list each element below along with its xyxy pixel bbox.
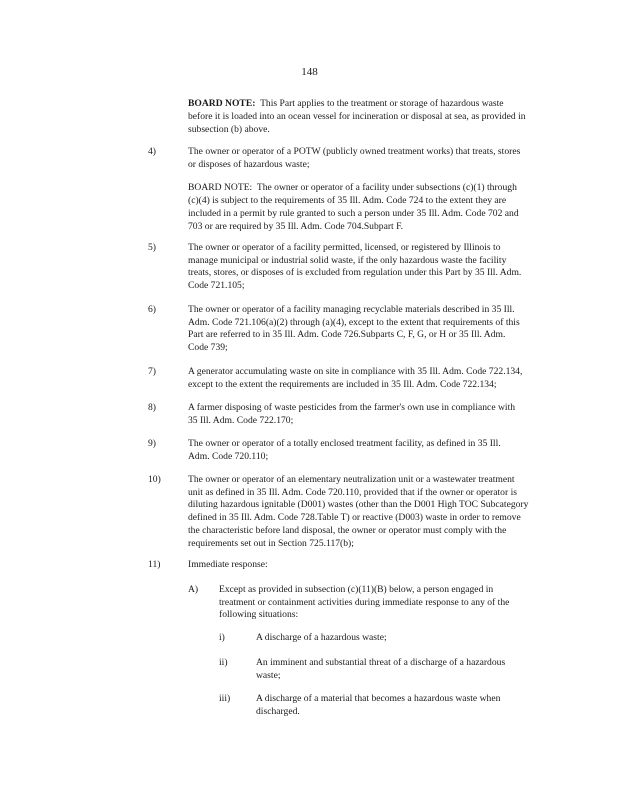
item-5-label: 5) xyxy=(148,242,156,253)
item-8-text: A farmer disposing of waste pesticides from the farmer's own use in compliance with 35 Ill. Adm. Code 722.170; xyxy=(188,402,516,426)
item-11-a-ii-text: An imminent and substantial threat of a discharge of a hazardous waste; xyxy=(256,657,506,681)
item-7-text: A generator accumulating waste on site in compliance with 35 Ill. Adm. Code 722.134, except to the extent the requirements are included in 35 Ill. Adm. Code 722.134; xyxy=(188,366,523,390)
board-note-label: BOARD NOTE: xyxy=(188,98,256,109)
item-6-text: The owner or operator of a facility managing recyclable materials described in 35 Ill. Adm. Code 721.106(a)(2) through (a)(4), except to the extent that requirements of this Part are referred to in 35 Ill. Adm. Code 726.Subparts C, F, G, or H or 35 Ill. Adm. Code 739; xyxy=(188,304,520,354)
item-11-a-text: Except as provided in subsection (c)(11)(B) below, a person engaged in treatment or containment activities during immediate response to any of the following situations: xyxy=(219,584,510,621)
item-11-label: 11) xyxy=(148,559,161,570)
item-9-label: 9) xyxy=(148,438,156,449)
item-10-text: The owner or operator of an elementary neutralization unit or a wastewater treatment unit as defined in 35 Ill. Adm. Code 720.110, provided that if the owner or operator is diluting hazardous ignitable (D001) wastes (other than the D001 High TOC Subcategory defined in 35 Ill. Adm. Code 728.Table T) or reactive (D003) waste in order to remove the characteristic before land disposal, the owner or operator must comply with the requirements set out in Section 725.117(b); xyxy=(188,474,529,549)
item-4-board-note xyxy=(188,182,517,195)
board-note-1-line-1: This Part applies to the treatment or storage of hazardous waste xyxy=(260,98,504,109)
board-note-1-line-2: before it is loaded into an ocean vessel for incineration or disposal at sea, as provided in xyxy=(188,111,526,122)
item-4-board-note-line-2: (c)(4) is subject to the requirements of 35 Ill. Adm. Code 724 to the extent they are xyxy=(188,195,507,206)
page-number: 148 xyxy=(301,66,318,78)
item-9-text: The owner or operator of a totally enclosed treatment facility, as defined in 35 Ill. Adm. Code 720.110; xyxy=(188,438,501,462)
item-11-a-iii-text: A discharge of a material that becomes a hazardous waste when discharged. xyxy=(256,693,501,717)
item-4-text: The owner or operator of a POTW (publicly owned treatment works) that treats, stores or disposes of hazardous waste; xyxy=(188,146,521,170)
board-note-label: BOARD NOTE: xyxy=(188,182,253,193)
item-10-label: 10) xyxy=(148,474,161,485)
item-4-board-note-line-4: 703 or are required by 35 Ill. Adm. Code 704.Subpart F. xyxy=(188,221,404,232)
item-11-a-label: A) xyxy=(188,584,199,595)
item-4-label: 4) xyxy=(148,146,156,157)
item-4-board-note-line-3: included in a permit by rule granted to such a person under 35 Ill. Adm. Code 702 and xyxy=(188,208,519,219)
item-5-text: The owner or operator of a facility permitted, licensed, or registered by Illinois to manage municipal or industrial solid waste, if the only hazardous waste the facility treats, stores, or disposes of is excluded from regulation under this Part by 35 Ill. Adm. Code 721.105; xyxy=(188,242,522,292)
item-11-a-i-label: i) xyxy=(219,632,225,643)
board-note-1-line-3: subsection (b) above. xyxy=(188,124,270,135)
item-11-a-ii-label: ii) xyxy=(219,657,228,668)
board-note-1 xyxy=(188,98,504,111)
item-8-label: 8) xyxy=(148,402,156,413)
item-7-label: 7) xyxy=(148,366,156,377)
item-6-label: 6) xyxy=(148,304,156,315)
item-4-board-note-line-1: The owner or operator of a facility under subsections (c)(1) through xyxy=(256,182,517,193)
item-11-a-i-text: A discharge of a hazardous waste; xyxy=(256,632,387,643)
item-11-a-iii-label: iii) xyxy=(219,693,231,704)
item-11-text: Immediate response: xyxy=(188,559,268,570)
